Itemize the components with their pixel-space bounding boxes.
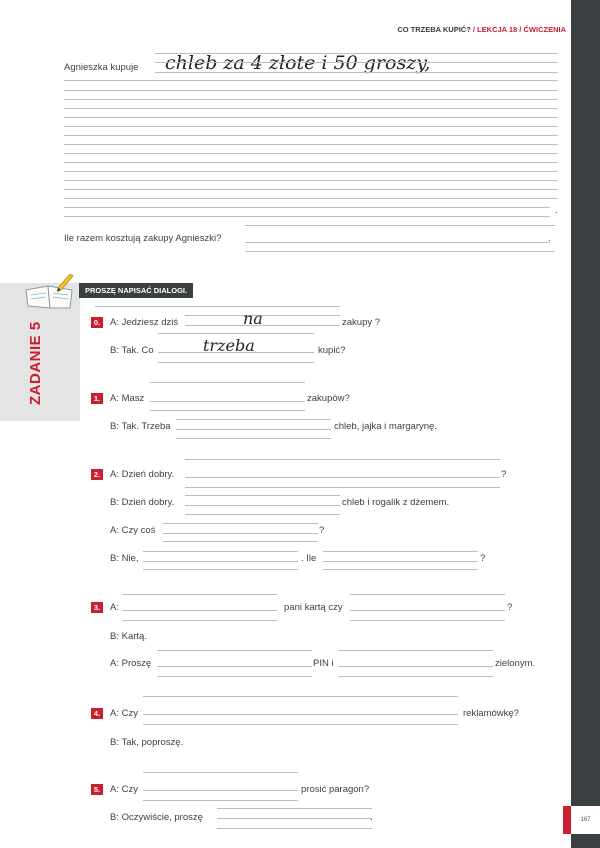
writing-line[interactable]	[143, 790, 298, 791]
writing-line[interactable]	[155, 53, 558, 54]
dialog-text: B: Tak. Trzeba	[110, 421, 171, 432]
writing-line[interactable]	[64, 108, 558, 109]
writing-line[interactable]	[185, 459, 500, 460]
writing-line[interactable]	[245, 242, 550, 243]
writing-line[interactable]	[143, 724, 458, 725]
writing-line[interactable]	[150, 401, 305, 402]
writing-line[interactable]	[64, 135, 558, 136]
writing-line[interactable]	[163, 533, 318, 534]
dialog-number: 3.	[91, 602, 103, 613]
writing-line[interactable]	[95, 306, 340, 307]
writing-line[interactable]	[143, 800, 298, 801]
dialog-number: 0.	[91, 317, 103, 328]
writing-line[interactable]	[185, 505, 340, 506]
dialog-text: ?	[319, 525, 325, 536]
writing-line[interactable]	[143, 561, 298, 562]
writing-line[interactable]	[64, 198, 558, 199]
writing-line[interactable]	[163, 523, 318, 524]
dialog-text: A: Dzień dobry.	[110, 469, 175, 480]
dialog-text: A: Jedziesz dziś	[110, 317, 179, 328]
writing-line[interactable]	[64, 90, 558, 91]
task-label: ZADANIE 5	[27, 321, 44, 405]
writing-line[interactable]	[185, 477, 500, 478]
writing-line[interactable]	[64, 153, 558, 154]
writing-line[interactable]	[143, 696, 458, 697]
writing-line[interactable]	[155, 62, 558, 63]
dialog-text: chleb, jajka i margarynę.	[334, 421, 437, 432]
handwritten-answer: na	[243, 309, 263, 328]
writing-line[interactable]	[338, 650, 493, 651]
writing-line[interactable]	[176, 429, 331, 430]
writing-line[interactable]	[158, 333, 314, 334]
writing-line[interactable]	[323, 551, 478, 552]
dialog-text: A: Czy coś	[110, 525, 156, 536]
dialog-text: ?	[501, 469, 507, 480]
cost-question: Ile razem kosztują zakupy Agnieszki?	[64, 233, 222, 244]
header-sep: /	[517, 25, 524, 34]
dialog-number: 4.	[91, 708, 103, 719]
end-dot: .	[548, 233, 551, 244]
header-type: ĆWICZENIA	[523, 25, 566, 34]
page-number: 167	[571, 806, 600, 834]
writing-line[interactable]	[143, 551, 298, 552]
notebook-pencil-icon	[22, 270, 78, 310]
header-sep: /	[470, 25, 478, 34]
task-instruction: PROSZĘ NAPISAĆ DIALOGI.	[79, 283, 193, 298]
writing-line[interactable]	[143, 569, 298, 570]
right-margin-bar	[571, 0, 600, 848]
dialog-text: .	[370, 812, 373, 823]
end-dot: .	[555, 205, 558, 216]
writing-line[interactable]	[64, 80, 558, 81]
dialog-text: reklamówkę?	[463, 708, 519, 719]
dialog-text: A: Czy	[110, 784, 138, 795]
writing-line[interactable]	[122, 620, 277, 621]
dialog-text: zakupów?	[307, 393, 350, 404]
writing-line[interactable]	[143, 772, 298, 773]
writing-line[interactable]	[176, 419, 331, 420]
dialog-text: A: Czy	[110, 708, 138, 719]
writing-line[interactable]	[350, 620, 505, 621]
dialog-text: A: Proszę	[110, 658, 152, 669]
writing-line[interactable]	[150, 410, 305, 411]
writing-line[interactable]	[158, 352, 314, 353]
page-header	[397, 25, 566, 34]
dialog-text: B: Oczywiście, proszę	[110, 812, 203, 823]
writing-line[interactable]	[157, 650, 312, 651]
writing-line[interactable]	[64, 207, 550, 208]
writing-line[interactable]	[338, 666, 493, 667]
writing-line[interactable]	[64, 99, 558, 100]
writing-line[interactable]	[64, 117, 558, 118]
agnieszka-label: Agnieszka kupuje	[64, 62, 139, 73]
writing-line[interactable]	[323, 561, 478, 562]
writing-line[interactable]	[155, 72, 558, 73]
writing-line[interactable]	[323, 569, 478, 570]
dialog-number: 1.	[91, 393, 103, 404]
writing-line[interactable]	[217, 828, 372, 829]
dialog-text: zakupy ?	[342, 317, 381, 328]
dialog-text: prosić paragon?	[301, 784, 370, 795]
dialog-text: A: Masz	[110, 393, 145, 404]
dialog-number: 5.	[91, 784, 103, 795]
writing-line[interactable]	[64, 162, 558, 163]
dialog-text: B: Nie,	[110, 553, 139, 564]
dialog-text: pani kartą czy	[284, 602, 343, 613]
writing-line[interactable]	[185, 495, 340, 496]
writing-line[interactable]	[217, 808, 372, 809]
dialog-text: ?	[480, 553, 486, 564]
dialog-text: ?	[507, 602, 513, 613]
writing-line[interactable]	[350, 594, 505, 595]
header-lesson: LEKCJA 18	[477, 25, 518, 34]
writing-line[interactable]	[157, 676, 312, 677]
handwritten-answer: chleb za 4 złote i 50 groszy,	[165, 52, 431, 74]
writing-line[interactable]	[143, 714, 458, 715]
writing-line[interactable]	[163, 541, 318, 542]
writing-line[interactable]	[64, 189, 558, 190]
writing-line[interactable]	[157, 666, 312, 667]
writing-line[interactable]	[245, 225, 555, 226]
dialog-text: B: Tak, poproszę.	[110, 737, 184, 748]
writing-line[interactable]	[245, 251, 555, 252]
writing-line[interactable]	[350, 610, 505, 611]
writing-line[interactable]	[64, 126, 558, 127]
writing-line[interactable]	[217, 818, 372, 819]
dialog-text: B: Tak. Co	[110, 345, 154, 356]
dialog-text: PIN i	[313, 658, 334, 669]
header-section: CO TRZEBA KUPIĆ?	[397, 25, 471, 34]
writing-line[interactable]	[185, 487, 500, 488]
handwritten-answer: trzeba	[203, 336, 255, 355]
dialog-text: B: Kartą.	[110, 631, 147, 642]
dialog-text: zielonym.	[495, 658, 536, 669]
dialog-text: A:	[110, 602, 119, 613]
writing-line[interactable]	[150, 382, 305, 383]
page-number-accent	[563, 806, 571, 834]
dialog-number: 2.	[91, 469, 103, 480]
writing-line[interactable]	[338, 676, 493, 677]
writing-line[interactable]	[64, 171, 558, 172]
dialog-text: kupić?	[318, 345, 346, 356]
writing-line[interactable]	[176, 438, 331, 439]
writing-line[interactable]	[122, 594, 277, 595]
writing-line[interactable]	[185, 325, 340, 326]
writing-line[interactable]	[122, 610, 277, 611]
dialog-text: chleb i rogalik z dżemem.	[342, 497, 450, 508]
writing-line[interactable]	[64, 144, 558, 145]
writing-line[interactable]	[64, 180, 558, 181]
writing-line[interactable]	[185, 514, 340, 515]
writing-line[interactable]	[158, 362, 314, 363]
writing-line[interactable]	[64, 216, 550, 217]
dialog-text: . Ile	[301, 553, 317, 564]
dialog-text: B: Dzień dobry.	[110, 497, 175, 508]
